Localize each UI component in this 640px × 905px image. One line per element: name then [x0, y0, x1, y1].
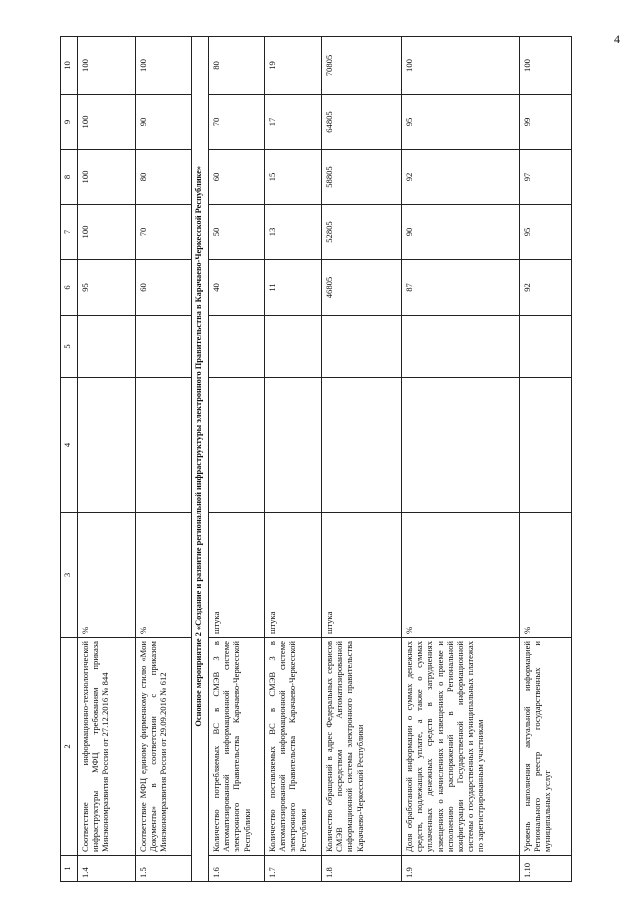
- row-value: 60: [136, 260, 192, 316]
- row-index: 1.7: [265, 856, 322, 882]
- row-value: 100: [520, 37, 572, 95]
- row-value: [209, 316, 265, 378]
- table-row: [520, 37, 572, 882]
- row-description: Доля обработанной информации о суммах денежных средств, подлежащих уплате, а также о суммах уплаченных денежных средств в затруднениях извещениях о начислениях и извещениях о приеме и исполнению распоряжений в Региональной конфигурации Государственной информационной системы о государственных и муниципальных платежах по зарегистрированным участникам: [402, 638, 520, 856]
- row-value: [322, 378, 402, 513]
- row-value: 58805: [322, 150, 402, 205]
- row-value: [78, 378, 136, 513]
- row-value: [78, 316, 136, 378]
- row-value: 64805: [322, 95, 402, 150]
- table-row: [322, 37, 402, 882]
- header-cell: 6: [61, 260, 78, 316]
- row-unit: штука: [265, 513, 322, 638]
- header-cell: 5: [61, 316, 78, 378]
- row-value: 95: [402, 95, 520, 150]
- row-index: 1.6: [209, 856, 265, 882]
- row-unit: штука: [209, 513, 265, 638]
- row-value: 60: [209, 150, 265, 205]
- row-value: 100: [78, 150, 136, 205]
- row-value: 100: [78, 95, 136, 150]
- row-value: 70: [136, 205, 192, 260]
- table-row: [78, 37, 136, 882]
- row-description: Количество потребляемых ВС в СМЭВ 3 в Автоматизированной информационной системе электронного Правительства Карачаево-Черкесской Республики: [209, 638, 265, 856]
- row-value: 92: [402, 150, 520, 205]
- header-row: [61, 37, 78, 882]
- row-description: Количество обращений в адрес Федеральных сервисов СМЭВ посредством Автоматизированной информационной системы электронного правительства Карачаево-Черкесской Республики: [322, 638, 402, 856]
- header-cell: 4: [61, 378, 78, 513]
- row-value: 70: [209, 95, 265, 150]
- row-value: 92: [520, 260, 572, 316]
- header-cell: 8: [61, 150, 78, 205]
- row-unit: %: [136, 513, 192, 638]
- row-value: [520, 316, 572, 378]
- row-value: [136, 378, 192, 513]
- row-index: 1.8: [322, 856, 402, 882]
- header-cell: 1: [61, 856, 78, 882]
- section-title: Основное мероприятие 2 «Создание и развитие региональной инфраструктуры электронного Правительства в Карачаево-Черкесской Республике»: [192, 37, 209, 856]
- row-unit: %: [520, 513, 572, 638]
- row-value: 87: [402, 260, 520, 316]
- row-description: Соответствие информационно-технологической инфраструктуры МФЦ требованиям приказа Минэкономразвития России от 27.12.2016 № 844: [78, 638, 136, 856]
- row-value: 100: [78, 37, 136, 95]
- row-value: 13: [265, 205, 322, 260]
- row-value: [265, 378, 322, 513]
- row-value: [136, 316, 192, 378]
- row-unit: %: [78, 513, 136, 638]
- table-row: [265, 37, 322, 882]
- table-row: [136, 37, 192, 882]
- table-row: [402, 37, 520, 882]
- row-value: 11: [265, 260, 322, 316]
- row-index: 1.5: [136, 856, 192, 882]
- row-value: 97: [520, 150, 572, 205]
- row-value: 95: [78, 260, 136, 316]
- row-value: 80: [136, 150, 192, 205]
- row-description: Количество поставляемых ВС в СМЭВ 3 в Автоматизированной информационной системе электронного Правительства Карачаево-Черкесской Республики: [265, 638, 322, 856]
- header-cell: 10: [61, 37, 78, 95]
- row-value: [402, 316, 520, 378]
- row-value: 100: [78, 205, 136, 260]
- indicators-table: [60, 36, 572, 882]
- row-value: [402, 378, 520, 513]
- row-value: 46805: [322, 260, 402, 316]
- row-value: 90: [402, 205, 520, 260]
- row-value: [322, 316, 402, 378]
- header-cell: 9: [61, 95, 78, 150]
- rotated-table-container: [60, 37, 600, 882]
- row-value: 100: [402, 37, 520, 95]
- header-cell: 3: [61, 513, 78, 638]
- row-index: 1.9: [402, 856, 520, 882]
- row-value: 40: [209, 260, 265, 316]
- row-value: 90: [136, 95, 192, 150]
- section-row: [192, 37, 209, 882]
- row-value: 19: [265, 37, 322, 95]
- header-cell: 2: [61, 638, 78, 856]
- row-value: 17: [265, 95, 322, 150]
- page-number: 4: [614, 32, 620, 46]
- row-unit: %: [402, 513, 520, 638]
- row-index: 1.4: [78, 856, 136, 882]
- section-index-cell: [192, 856, 209, 882]
- row-description: Соответствие МФЦ единому фирменному стилю «Мои Документы» в соответствии с приказом Минэкономразвития России от 29.09.2016 № 612: [136, 638, 192, 856]
- row-description: Уровень наполнения актуальной информацией Регионального реестр государственных и муниципальных услуг: [520, 638, 572, 856]
- row-value: 95: [520, 205, 572, 260]
- table-row: [209, 37, 265, 882]
- header-cell: 7: [61, 205, 78, 260]
- row-value: [209, 378, 265, 513]
- row-index: 1.10: [520, 856, 572, 882]
- row-value: 52805: [322, 205, 402, 260]
- row-value: 99: [520, 95, 572, 150]
- row-value: 100: [136, 37, 192, 95]
- row-value: 80: [209, 37, 265, 95]
- row-value: [520, 378, 572, 513]
- row-value: 15: [265, 150, 322, 205]
- row-value: 70805: [322, 37, 402, 95]
- row-value: [265, 316, 322, 378]
- row-unit: штука: [322, 513, 402, 638]
- row-value: 50: [209, 205, 265, 260]
